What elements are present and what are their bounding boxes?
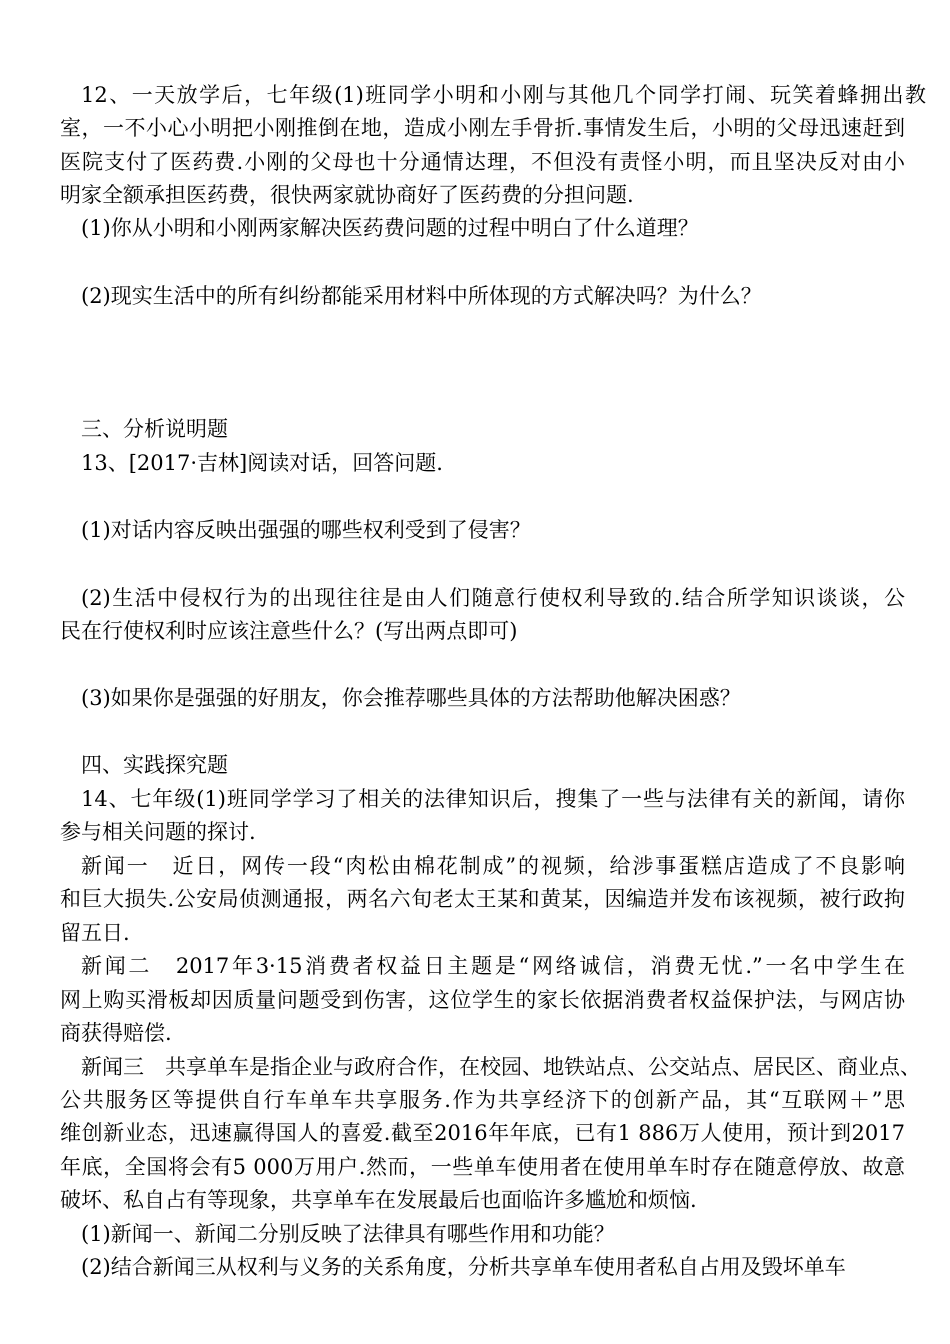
news-3-line-1: 新闻三 共享单车是指企业与政府合作，在校园、地铁站点、公交站点、居民区、商业点、	[81, 1055, 921, 1079]
q14-sub-question-2: (2)结合新闻三从权利与义务的关系角度，分析共享单车使用者私自占用及毁坏单车	[81, 1255, 846, 1279]
news-2-line-3: 商获得赔偿.	[60, 1021, 172, 1045]
news-1-line-3: 留五日.	[60, 921, 130, 945]
news-3-line-4: 年底，全国将会有5 000万用户.然而，一些单车使用者在使用单车时存在随意停放、故意	[60, 1155, 905, 1179]
q14-sub-question-1: (1)新闻一、新闻二分别反映了法律具有哪些作用和功能？	[81, 1222, 615, 1246]
q13-sub-question-3: (3)如果你是强强的好朋友，你会推荐哪些具体的方法帮助他解决困惑？	[81, 686, 741, 710]
q12-sub-question-2: (2)现实生活中的所有纠纷都能采用材料中所体现的方式解决吗？为什么？	[81, 284, 762, 308]
q12-stem-line-4: 明家全额承担医药费，很快两家就协商好了医药费的分担问题.	[60, 183, 634, 207]
news-3-line-2: 公共服务区等提供自行车单车共享服务.作为共享经济下的创新产品，其“互联网＋”思	[60, 1088, 905, 1112]
news-3-line-3: 维创新业态，迅速赢得国人的喜爱.截至2016年年底，已有1 886万人使用，预计到2017	[60, 1121, 905, 1145]
q13-sub-question-1: (1)对话内容反映出强强的哪些权利受到了侵害？	[81, 518, 531, 542]
news-3-line-5: 破坏、私自占有等现象，共享单车在发展最后也面临许多尴尬和烦恼.	[60, 1188, 697, 1212]
news-2-line-2: 网上购买滑板却因质量问题受到伤害，这位学生的家长依据消费者权益保护法，与网店协	[60, 988, 905, 1012]
q12-stem-line-3: 医院支付了医药费.小刚的父母也十分通情达理，不但没有责怪小明，而且坚决反对由小	[60, 150, 905, 174]
section-3-heading: 三、分析说明题	[81, 417, 228, 441]
section-4-heading: 四、实践探究题	[81, 753, 228, 777]
q13-sub-question-2-line-1: (2)生活中侵权行为的出现往往是由人们随意行使权利导致的.结合所学知识谈谈，公	[81, 586, 905, 610]
q12-stem-line-1: 12、一天放学后，七年级(1)班同学小明和小刚与其他几个同学打闹、玩笑着蜂拥出教	[81, 83, 926, 107]
q12-sub-question-1: (1)你从小明和小刚两家解决医药费问题的过程中明白了什么道理？	[81, 216, 699, 240]
q13-sub-question-2-line-2: 民在行使权利时应该注意些什么？(写出两点即可)	[60, 619, 518, 643]
q12-stem-line-2: 室，一不小心小明把小刚推倒在地，造成小刚左手骨折.事情发生后，小明的父母迅速赶到	[60, 116, 905, 140]
q14-stem-line-1: 14、七年级(1)班同学学习了相关的法律知识后，搜集了一些与法律有关的新闻，请你	[81, 787, 905, 811]
q14-stem-line-2: 参与相关问题的探讨.	[60, 820, 256, 844]
news-1-line-2: 和巨大损失.公安局侦测通报，两名六旬老太王某和黄某，因编造并发布该视频，被行政拘	[60, 887, 905, 911]
news-2-line-1: 新闻二 2017年3·15消费者权益日主题是“网络诚信，消费无忧.”一名中学生在	[81, 954, 905, 978]
news-1-line-1: 新闻一 近日，网传一段“肉松由棉花制成”的视频，给涉事蛋糕店造成了不良影响	[81, 854, 905, 878]
q13-stem: 13、[2017·吉林]阅读对话，回答问题.	[81, 451, 443, 475]
